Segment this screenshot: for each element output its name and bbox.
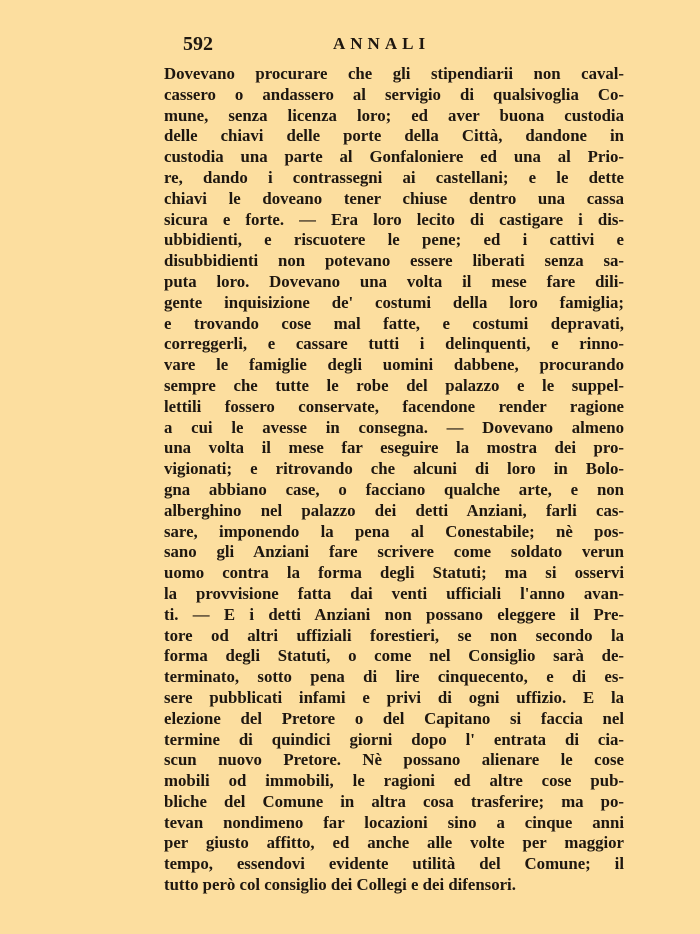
text-line: mune, senza licenza loro; ed aver buona custodia (164, 105, 624, 125)
text-line: sano gli Anziani fare scrivere come soldato verun (164, 542, 624, 562)
text-line: disubbidienti non potevano essere liberati senza sa- (164, 251, 624, 271)
text-line: sicura e forte. — Era loro lecito di castigare i dis- (164, 209, 624, 229)
text-line: uomo contra la forma degli Statuti; ma si osservi (164, 563, 624, 583)
text-line: cassero o andassero al servigio di qualsivoglia Co- (164, 84, 624, 104)
text-line: sare, imponendo la pena al Conestabile; nè pos- (164, 521, 624, 541)
text-line: custodia una parte al Gonfaloniere ed una al Prio- (164, 147, 624, 167)
text-line: ti. — E i detti Anziani non possano eleggere il Pre- (164, 604, 624, 624)
text-line: puta loro. Dovevano una volta il mese fare dili- (164, 271, 624, 291)
text-line: tore od altri uffiziali forestieri, se non secondo la (164, 625, 624, 645)
text-line: bliche del Comune in altra cosa trasferire; ma po- (164, 791, 624, 811)
text-line: tempo, essendovi evidente utilità del Comune; il (164, 854, 624, 874)
text-line: per giusto affitto, ed anche alle volte per maggior (164, 833, 624, 853)
text-line: una volta il mese far eseguire la mostra dei pro- (164, 438, 624, 458)
text-line: a cui le avesse in consegna. — Dovevano almeno (164, 417, 624, 437)
text-line: lettili fossero conservate, facendone render ragione (164, 396, 624, 416)
text-line: tutto però col consiglio dei Collegi e dei difensori. (164, 875, 516, 895)
text-line: forma degli Statuti, o come nel Consiglio sarà de- (164, 646, 624, 666)
text-line: la provvisione fatta dai venti ufficiali l'anno avan- (164, 583, 624, 603)
text-line: sere pubblicati infami e privi di ogni uffizio. E la (164, 687, 624, 707)
running-title: ANNALI (333, 34, 431, 53)
text-line: vigionati; e ritrovando che alcuni di loro in Bolo- (164, 459, 624, 479)
text-line: gente inquisizione de' costumi della loro famiglia; (164, 292, 624, 312)
text-line: vare le famiglie degli uomini dabbene, procurando (164, 355, 624, 375)
page-number: 592 (183, 33, 213, 55)
text-line: termine di quindici giorni dopo l' entrata di cia- (164, 729, 624, 749)
text-line: chiavi le doveano tener chiuse dentro una cassa (164, 188, 624, 208)
text-line: sempre che tutte le robe del palazzo e le suppel- (164, 375, 624, 395)
body-text (164, 64, 624, 896)
text-line: e trovando cose mal fatte, e costumi depravati, (164, 313, 624, 333)
text-line: alberghino nel palazzo dei detti Anziani, farli cas- (164, 500, 624, 520)
text-line: gna abbiano case, o facciano qualche arte, e non (164, 479, 624, 499)
text-line: re, dando i contrassegni ai castellani; e le dette (164, 167, 624, 187)
text-line: tevan nondimeno far locazioni sino a cinque anni (164, 812, 624, 832)
text-line: Dovevano procurare che gli stipendiarii non caval- (164, 64, 624, 83)
text-line: delle chiavi delle porte della Città, dandone in (164, 126, 624, 146)
text-line: scun nuovo Pretore. Nè possano alienare le cose (164, 750, 624, 770)
text-line: elezione del Pretore o del Capitano si faccia nel (164, 708, 624, 728)
page-header (183, 33, 623, 57)
text-line: correggerli, e cassare tutti i delinquenti, e rinno- (164, 334, 624, 354)
text-line: ubbidienti, e riscuotere le pene; ed i cattivi e (164, 230, 624, 250)
text-line: terminato, sotto pena di lire cinquecento, e di es- (164, 667, 624, 687)
text-line: mobili od immobili, le ragioni ed altre cose pub- (164, 771, 624, 791)
